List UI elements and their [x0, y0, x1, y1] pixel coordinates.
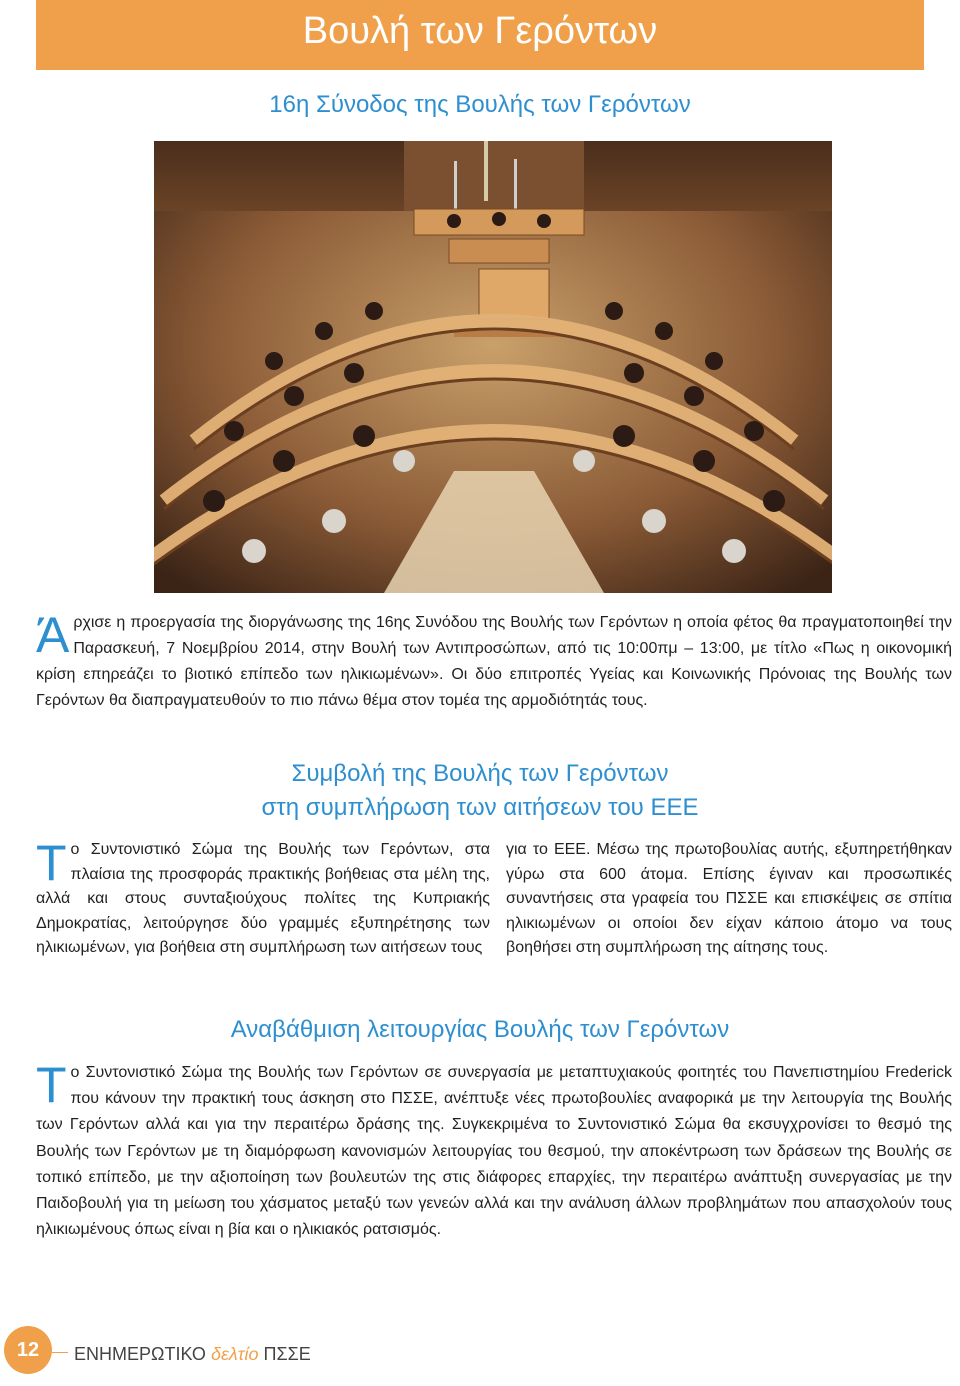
parliament-photo [154, 141, 832, 593]
section1-right-text: για το ΕΕΕ. Μέσω της πρωτοβουλίας αυτής, εξυπηρετήθηκαν γύρω στα 600 άτομα. Επίσης έγιναν και προσωπικές συναντήσεις στα γραφεία του ΠΣΣΕ και επισκέψεις σε σπίτια ηλικιωμένων οι οποίοι δεν είχαν κάποιο άτομο να τους βοηθήσει στη συμπλήρωση της αίτησης τους. [506, 841, 952, 956]
intro-text: ρχισε η προεργασία της διοργάνωσης της 16ης Συνόδου της Βουλής των Γερόντων η οποία φέτος θα πραγματοποιηθεί την Παρασκευή, 7 Νοεμβρίου 2014, στην Βουλή των Αντιπροσώπων, από τις 10:00πμ – 13:00, με τίτλο «Πως η οικονομική κρίση επηρεάζει το βιοτικό επίπεδο των ηλικιωμένων». Οι δύο επιτροπές Υγείας και Κοινωνικής Πρόνοιας της Βουλής των Γερόντων θα διαπραγματευθούν το πιο πάνω θέμα στον τομέα της αρμοδιότητάς τους. [36, 614, 952, 709]
footer-divider [52, 1352, 68, 1353]
section2-paragraph [36, 1057, 952, 1243]
section1-dropcap: Τ [36, 835, 67, 891]
section1-left-column [36, 835, 490, 961]
header-banner [36, 0, 924, 70]
section2-text: ο Συντονιστικό Σώμα της Βουλής των Γερόντων σε συνεργασία με μεταπτυχιακούς φοιτητές του Πανεπιστημίου Frederick που κάνουν την πρακτική τους άσκηση στο ΠΣΣΕ, ανέπτυξε νέες πρωτοβουλίες αναφορικά με την λειτουργία της Βουλής των Γερόντων αλλά και για την περαιτέρω δράσης της. Συγκεκριμένα το Συντονιστικό Σώμα θα εκσυγχρονίσει το θεσμό της Βουλής των Γερόντων με τη διαμόρφωση κανονισμών λειτουργίας του θεσμού, την αποκέντρωση των δράσεων της Βουλής σε τοπικό επίπεδο, με την αξιοποίηση των βουλευτών της στις διάφορες επαρχίες, την περαιτέρω ανάπτυξη συνεργασίας με την Παιδοβουλή για τη μείωση του χάσματος μεταξύ των γενεών αλλά και την ανάλυση άλλων προβλημάτων που απασχολούν τους ηλικιωμένους όπως είναι η βία και ο ηλικιακός ρατσισμός. [36, 1064, 952, 1239]
intro-paragraph [36, 607, 952, 714]
parliament-hall-image [154, 141, 832, 593]
section1-heading-line2: στη συμπλήρωση των αιτήσεων του ΕΕΕ [261, 794, 699, 821]
section2-dropcap: Τ [36, 1057, 67, 1113]
intro-dropcap: Ά [36, 607, 70, 663]
section1-left-text: ο Συντονιστικό Σώμα της Βουλής των Γερόντων, στα πλαίσια της προσφοράς πρακτικής βοήθειας στα μέλη της, αλλά και στους συνταξιούχους πολίτες της Κυπριακής Δημοκρατίας, λειτούργησε δύο γραμμές εξυπηρέτησης των ηλικιωμένων, για βοήθεια στη συμπλήρωση των αιτήσεων τους [36, 841, 490, 956]
brand-accent: δελτίο [210, 1344, 259, 1364]
section1-right-column [506, 838, 952, 961]
brand-suffix: ΠΣΣΕ [263, 1344, 311, 1364]
section2-heading: Αναβάθμιση λειτουργίας Βουλής των Γερόντων [230, 1016, 730, 1043]
newsletter-brand [74, 1342, 311, 1366]
section1-heading-line1: Συμβολή της Βουλής των Γερόντων [291, 760, 669, 787]
page-number-badge: 12 [4, 1326, 52, 1374]
brand-prefix: ΕΝΗΜΕΡΩΤΙΚΟ [74, 1344, 206, 1364]
article-subtitle: 16η Σύνοδος της Βουλής των Γερόντων [269, 91, 691, 118]
page-title: Βουλή των Γερόντων [302, 10, 658, 52]
